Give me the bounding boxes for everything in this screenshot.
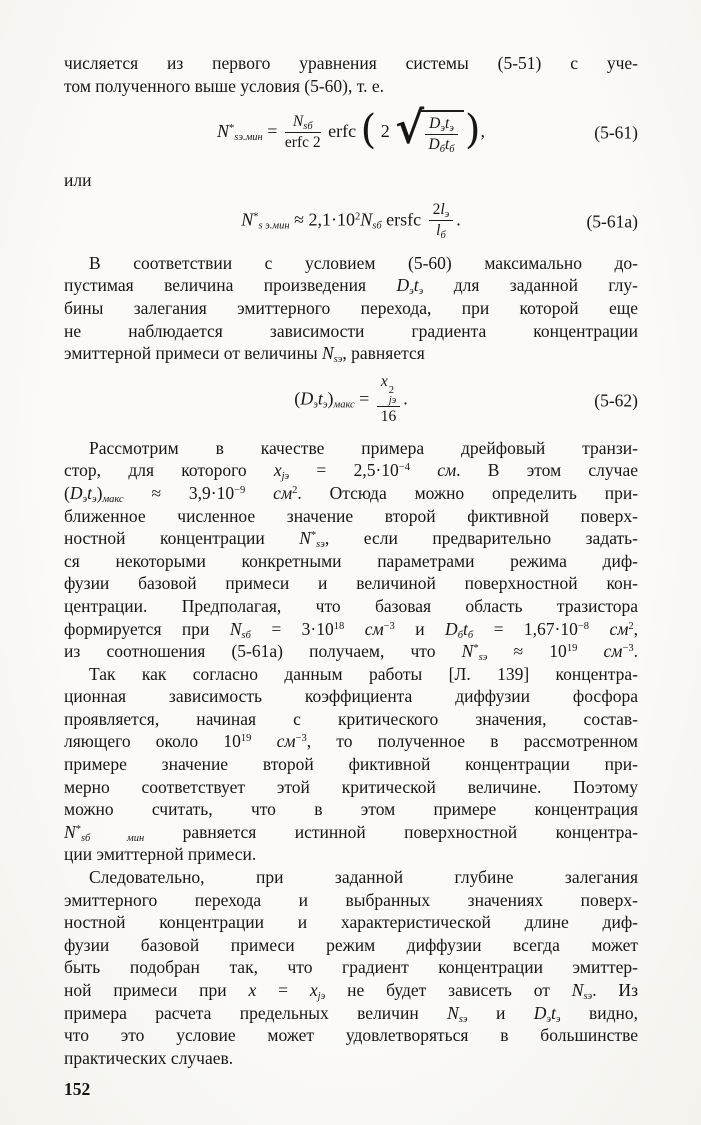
text-line: том полученного выше условия (5-60), т. е. xyxy=(64,75,384,96)
fraction xyxy=(285,113,321,152)
subscript: э xyxy=(440,123,445,135)
math-variable: D xyxy=(429,115,441,133)
subscript: макс xyxy=(333,399,355,411)
big-paren: ( xyxy=(360,107,377,154)
equation-5-61 xyxy=(64,105,638,161)
text-line: Так как согласно данным работы [Л. 139] концентра- xyxy=(89,663,638,684)
math-variable: t xyxy=(462,618,468,639)
subscript: sэ xyxy=(583,991,593,1002)
text-line: или xyxy=(64,170,92,191)
equation-5-62 xyxy=(64,373,638,429)
text-line: $(D_эt_э)_{макс} \approx 3,9\cdot 10^{-9}$ $см^2$. Отсюда можно определить при- xyxy=(64,482,639,505)
text-line: эмиттерного перехода и выбранных значениях поверх- xyxy=(64,889,638,910)
subscript: s э.мин xyxy=(258,220,290,232)
text-line: ной примеси при $x = x_{jэ}$ не будет зависеть от $N_{sэ}$. Из xyxy=(64,980,638,1002)
fraction xyxy=(429,201,454,240)
superscript: −4 xyxy=(398,462,410,474)
superscript: −3 xyxy=(622,643,634,655)
subscript: б xyxy=(457,629,463,641)
fraction-numerator xyxy=(285,113,321,133)
text-line: можно считать, что в этом примере концентрация xyxy=(64,799,638,820)
math-variable: см xyxy=(609,618,629,639)
superscript: 19 xyxy=(566,643,578,655)
text-line: ближенное численное значение второй фиктивной поверх- xyxy=(64,505,638,526)
paragraph-phosphorus xyxy=(64,663,638,866)
math-variable: D xyxy=(396,275,410,296)
text-line: мерно соответствует этой критической величине. Поэтому xyxy=(64,776,638,797)
text-line: ностной концентрации $N^*_{sэ}$, если предварительно задать- xyxy=(64,528,638,551)
superscript: 2 xyxy=(388,385,394,397)
text-line: ностной концентрации и характеристической длине диф- xyxy=(64,912,638,933)
text-line: ции эмиттерной примеси. xyxy=(64,844,257,865)
text-line: примера расчета предельных величин $N_{sэ}$ и $D_эt_э$ видно, xyxy=(64,1002,638,1025)
math-variable: N xyxy=(321,343,334,364)
paragraph-intro xyxy=(64,52,638,97)
text-line: быть подобран так, что градиент концентрации эмиттер- xyxy=(64,957,638,978)
superscript: 2 xyxy=(628,620,634,632)
superscript: * xyxy=(228,123,235,135)
math-variable: N xyxy=(299,528,311,549)
subscript: sэ xyxy=(458,1013,468,1025)
math-variable: t xyxy=(444,115,450,133)
subscript: sб xyxy=(372,220,382,232)
math-variable: N xyxy=(461,641,474,662)
subscript: sэ xyxy=(316,539,325,551)
subscript: sэ.мин xyxy=(234,132,263,144)
subscript: макс xyxy=(102,493,124,505)
math-variable: N xyxy=(241,209,254,230)
subscript: э xyxy=(91,493,97,505)
subscript: sб xyxy=(241,629,251,641)
math-variable: см xyxy=(603,641,623,662)
subscript: б xyxy=(449,144,455,156)
paragraph-condition xyxy=(64,252,638,365)
subscript: jэ xyxy=(281,471,290,483)
math-variable: N xyxy=(292,112,304,130)
subscript: э xyxy=(555,1013,561,1025)
math-variable: N xyxy=(216,121,229,142)
text-line: ционная зависимость коэффициента диффузии фосфора xyxy=(64,686,638,707)
math-variable: см xyxy=(364,618,384,639)
text-line: формируется при $N_{sб} = 3\cdot 10^{18}$ $см^{-3}$ и $D_бt_б = 1,67\cdot 10^{-8}$ $см^2$, xyxy=(64,618,638,641)
subscript: э xyxy=(546,1013,552,1025)
superscript: −9 xyxy=(234,484,246,496)
text-column xyxy=(64,52,638,1101)
subscript: sб xyxy=(303,120,313,132)
equation-body: $N^*_{s э.мин} \approx 2,1\cdot 10^2N_{sб}$ ersfc $\frac{2l_э}{l_б}$ . xyxy=(241,201,461,242)
math-variable: N xyxy=(229,618,242,639)
subscript: б xyxy=(467,629,474,641)
math-variable: N xyxy=(447,1002,459,1023)
subscript: э xyxy=(449,123,454,135)
text-line: из соотношения (5-61а) получаем, что $N^*_{sэ} \approx 10^{19}$ $см^{-3}$. xyxy=(64,641,638,664)
math-variable: t xyxy=(551,1002,556,1023)
math-variable: l xyxy=(440,201,445,219)
paragraph-example xyxy=(64,437,638,663)
radicand xyxy=(419,110,464,154)
fraction xyxy=(425,115,458,154)
text-line: бины залегания эмиттерного перехода, при которой еще xyxy=(64,297,638,318)
subscript: э xyxy=(418,286,424,298)
text-line: эмиттерной примеси от величины $N_{sэ}$, равняется xyxy=(64,343,425,366)
equation-number: (5-62) xyxy=(594,390,638,411)
superscript: * xyxy=(473,643,479,655)
subscript: э xyxy=(444,209,450,221)
math-variable: D xyxy=(300,388,314,409)
superscript: 19 xyxy=(240,733,252,745)
text-line: практических случаев. xyxy=(64,1047,234,1068)
text-line: В соответствии с условием (5-60) максимально до- xyxy=(89,252,638,273)
math-variable: D xyxy=(445,618,458,639)
fraction-denominator: 16 xyxy=(380,408,397,426)
text-line: ляющего около $10^{19}$ $см^{-3}$, то полученное в рассмотренном xyxy=(64,731,639,752)
math-variable: D xyxy=(428,136,440,154)
subscript: б xyxy=(440,230,446,242)
fraction-denominator xyxy=(425,135,458,154)
text-line: стор, для которого $x_{jэ} = 2,5\cdot 10^{-4}$ см. В этом случае xyxy=(64,460,639,483)
text-line: Рассмотрим в качестве примера дрейфовый транзи- xyxy=(89,437,638,458)
math-variable: l xyxy=(436,222,441,240)
math-variable: t xyxy=(444,136,450,154)
superscript: −8 xyxy=(577,620,589,632)
subscript: sэ xyxy=(333,354,343,366)
math-variable: x xyxy=(380,373,388,391)
text-line: фузии базовой примеси режим диффузии всегда может xyxy=(64,934,638,955)
equation-body: $N^*_{sэ.мин}$ = $\frac{N_{sб}}{\text{erfc 2}}$ erfc ( 2 √ $\frac{D_эt_э}{D_бt_б}$ ), xyxy=(216,103,486,156)
math-variable: см xyxy=(273,482,293,503)
subscript: sб мин xyxy=(80,832,145,844)
text-line: $N^*_{sб мин}$ равняется истинной поверхностной концентра- xyxy=(64,821,639,844)
sup-sub-stack xyxy=(389,386,397,405)
math-variable: см xyxy=(276,731,296,752)
math-variable: t xyxy=(413,275,419,296)
text-line: что это условие может удовлетворяться в большинстве xyxy=(64,1025,638,1046)
text-line: ся некоторыми конкретными параметрами режима диф- xyxy=(64,550,638,571)
connector-ili xyxy=(64,169,638,192)
subscript: jэ xyxy=(388,394,397,406)
math-variable: N xyxy=(571,980,584,1000)
page-number: 152 xyxy=(64,1079,91,1100)
superscript: * xyxy=(253,211,259,223)
math-variable: см xyxy=(437,460,457,481)
subscript: э xyxy=(82,493,88,505)
paragraph-conclusion xyxy=(64,866,638,1069)
superscript: −3 xyxy=(383,620,395,632)
text-line: примере значение второй фиктивной концентрации при- xyxy=(64,754,638,775)
text-line: пустимая величина произведения $D_эt_э$ для заданной глу- xyxy=(64,275,638,298)
big-paren: ) xyxy=(464,107,481,154)
math-variable: x xyxy=(309,980,318,1000)
math-variable: D xyxy=(533,1002,547,1023)
math-variable: t xyxy=(317,388,323,409)
math-variable: x xyxy=(273,460,282,481)
radical-icon: √ xyxy=(395,103,425,155)
math-variable: D xyxy=(69,482,83,503)
equation-number: (5-61a) xyxy=(586,211,638,232)
text-line: фузии базовой примеси и величиной поверхностной кон- xyxy=(64,573,638,594)
square-root xyxy=(395,103,464,156)
subscript: sэ xyxy=(478,652,488,664)
superscript: 2 xyxy=(354,211,361,223)
superscript: * xyxy=(75,823,81,835)
superscript: −3 xyxy=(295,733,307,745)
equation-number: (5-61) xyxy=(594,122,638,143)
superscript: * xyxy=(310,530,317,542)
subscript: jэ xyxy=(317,991,326,1002)
superscript: 18 xyxy=(333,620,345,632)
text-line: Следовательно, при заданной глубине залегания xyxy=(89,867,638,888)
subscript: э xyxy=(409,286,414,298)
superscript: 2 xyxy=(292,484,298,496)
math-variable: N xyxy=(64,821,76,842)
math-variable: t xyxy=(87,482,92,503)
text-line: не наблюдается зависимости градиента концентрации xyxy=(64,320,638,341)
subscript: э xyxy=(322,399,328,411)
text-line: числяется из первого уравнения системы (5-51) с уче- xyxy=(64,53,638,73)
fraction-numerator xyxy=(425,115,458,135)
math-variable: x xyxy=(248,980,257,1000)
fraction-numerator: $2l_э$ xyxy=(429,201,454,221)
math-variable: N xyxy=(360,209,373,230)
subscript: б xyxy=(439,144,445,156)
fraction xyxy=(377,373,400,426)
fraction-denominator: erfc 2 xyxy=(284,133,321,151)
fraction-numerator xyxy=(377,373,400,407)
fraction-denominator xyxy=(429,221,454,240)
equation-body: $(D_эt_э)_{макс}$ = x 2 jэ 16 . xyxy=(294,373,408,426)
subscript: э xyxy=(313,399,318,411)
text-line: центрации. Предполагая, что базовая область тразистора xyxy=(64,595,638,616)
equation-5-61a xyxy=(64,200,638,244)
text-line: проявляется, начиная с критического значения, состав- xyxy=(64,708,638,729)
